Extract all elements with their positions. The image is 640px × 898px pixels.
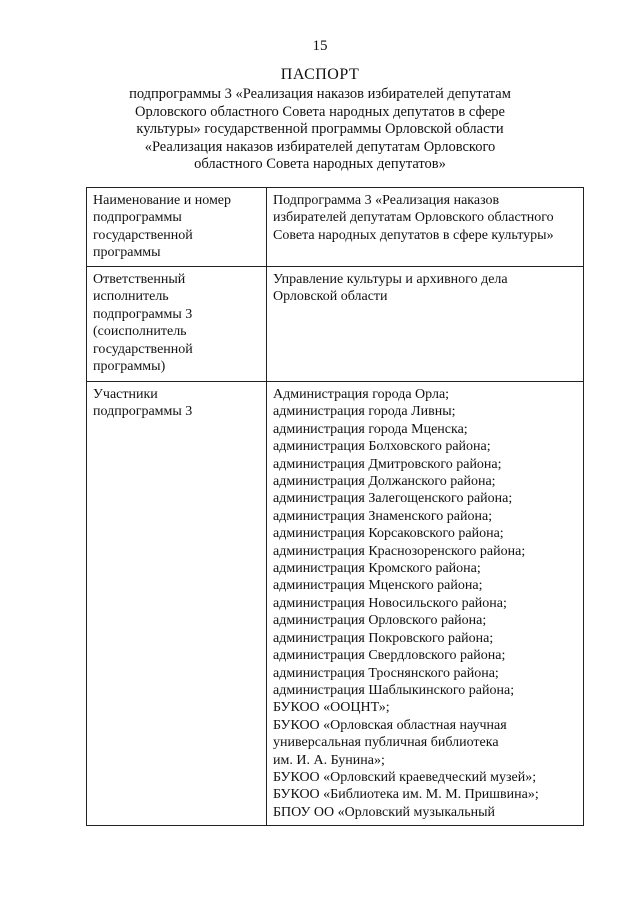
label-line: исполнитель (93, 289, 169, 305)
table-row (87, 382, 584, 826)
value-line: Управление культуры и архивного дела (273, 272, 508, 287)
table-row (87, 267, 584, 382)
value-line: БУКОО «Библиотека им. М. М. Пришвина»; (273, 787, 539, 803)
value-line: Подпрограмма 3 «Реализация наказов (273, 193, 500, 208)
subtitle-line: подпрограммы 3 «Реализация наказов избирателей депутатам (129, 86, 511, 102)
value-line: администрация Троснянского района; (273, 665, 499, 681)
value-line: администрация Должанского района; (273, 474, 496, 490)
value-line: администрация Шаблыкинского района; (273, 682, 515, 698)
value-line: универсальная публичная библиотека (273, 735, 499, 751)
value-cell (267, 382, 584, 826)
label-line: Наименование и номер (93, 193, 232, 208)
value-line: администрация Залегощенского района; (273, 491, 513, 507)
value-line: администрация Корсаковского района; (273, 526, 504, 542)
page-number: 15 (312, 38, 328, 54)
label-cell (87, 382, 267, 826)
document-title: ПАСПОРТ (280, 66, 360, 83)
value-line: им. И. А. Бунина»; (273, 752, 385, 768)
passport-table (86, 187, 584, 826)
label-line: государственной (93, 341, 193, 357)
value-line: администрация Покровского района; (273, 630, 494, 646)
value-line: администрация Новосильского района; (273, 595, 507, 611)
label-line: подпрограммы 3 (93, 306, 193, 322)
label-line: программы (93, 245, 161, 261)
value-line: администрация Краснозоренского района; (273, 543, 526, 559)
table-row (87, 188, 584, 267)
label-line: государственной (93, 227, 193, 243)
value-line: БПОУ ОО «Орловский музыкальный (273, 804, 496, 820)
label-cell (87, 188, 267, 267)
label-cell (87, 267, 267, 382)
value-line: Орловской области (273, 289, 388, 305)
subtitle-line: культуры» государственной программы Орловской области (136, 121, 504, 137)
value-line: администрация Болховского района; (273, 439, 491, 455)
value-line: администрация Кромского района; (273, 561, 481, 577)
label-line: программы) (93, 359, 166, 375)
value-line: администрация Дмитровского района; (273, 456, 502, 472)
value-line: администрация Орловского района; (273, 613, 487, 629)
value-line: администрация города Ливны; (273, 404, 456, 420)
label-line: Участники (93, 387, 158, 402)
value-cell (267, 267, 584, 382)
value-line: избирателей депутатам Орловского областного (273, 210, 554, 226)
value-line: Администрация города Орла; (273, 387, 450, 402)
value-line: администрация города Мценска; (273, 421, 468, 437)
label-line: (соисполнитель (93, 324, 187, 340)
label-line: подпрограммы (93, 210, 182, 226)
value-line: администрация Мценского района; (273, 578, 483, 594)
value-line: БУКОО «Орловский краеведческий музей»; (273, 769, 537, 785)
value-line: БУКОО «ООЦНТ»; (273, 700, 390, 716)
value-line: администрация Свердловского района; (273, 648, 506, 664)
document-subtitle (110, 86, 530, 174)
subtitle-line: областного Совета народных депутатов» (194, 156, 446, 172)
label-line: Ответственный (93, 272, 186, 287)
subtitle-line: «Реализация наказов избирателей депутатам Орловского (144, 138, 496, 155)
value-line: БУКОО «Орловская областная научная (273, 717, 507, 733)
subtitle-line: Орловского областного Совета народных депутатов в сфере (134, 103, 505, 120)
value-cell (267, 188, 584, 267)
value-line: Совета народных депутатов в сфере культуры» (273, 227, 554, 243)
label-line: подпрограммы 3 (93, 404, 193, 420)
value-line: администрация Знаменского района; (273, 508, 493, 524)
